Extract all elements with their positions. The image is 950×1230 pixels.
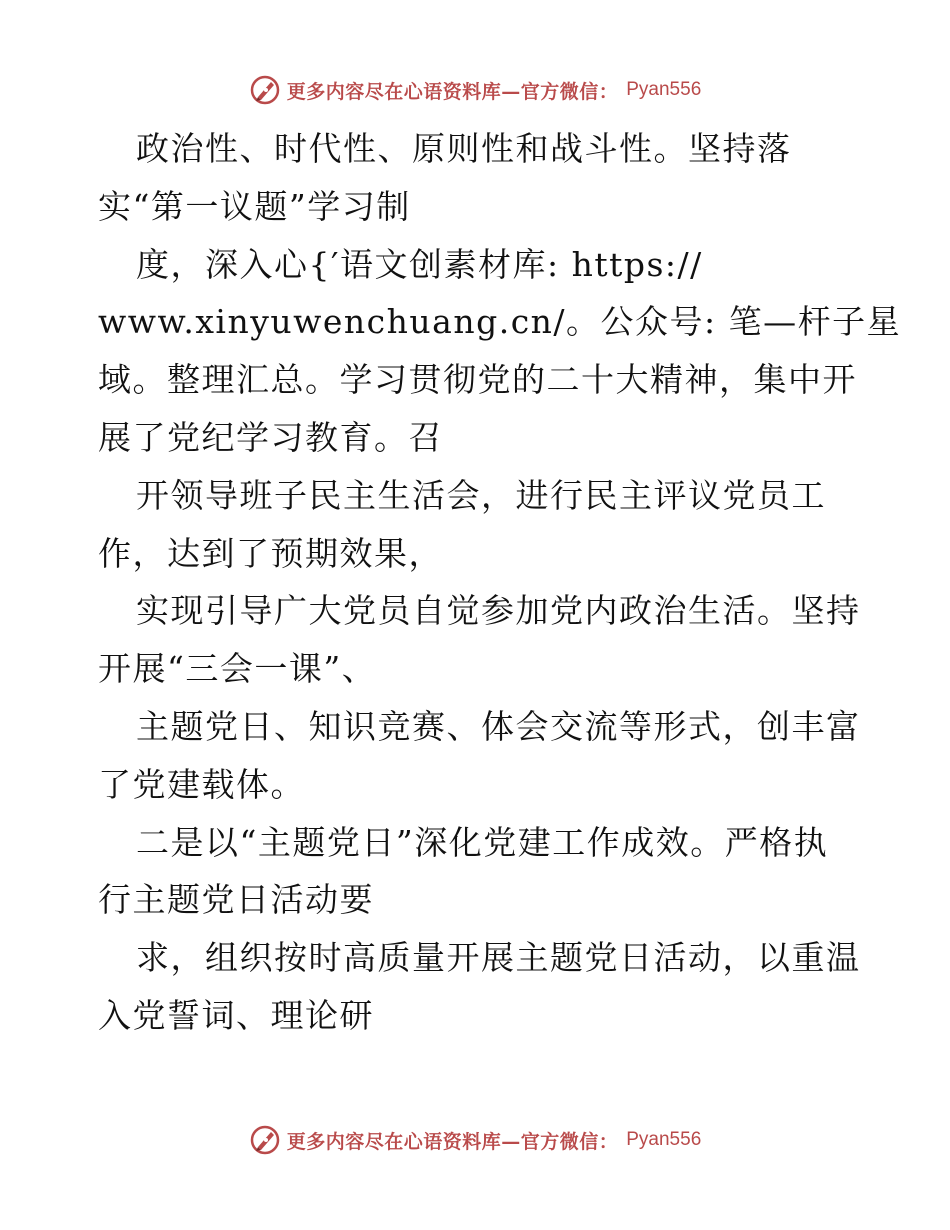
text-line: 二是以“主题党日”深化党建工作成效。严格执	[136, 822, 829, 862]
header-brand-text: 更多内容尽在心语资料库—官方微信：	[286, 80, 619, 103]
document-body	[98, 120, 902, 1045]
text-line: 度，深入心{′语文创素材库: https://	[136, 244, 703, 284]
text-line: 主题党日、知识竞赛、体会交流等形式，创丰富	[136, 706, 861, 746]
page-footer	[0, 1120, 950, 1160]
footer-wechat-handle: Pyan556	[626, 1129, 702, 1150]
text-line: 政治性、时代性、原则性和战斗性。坚持落	[136, 129, 792, 168]
text-line: 域。整理汇总。学习贯彻党的二十大精神，集中开	[98, 360, 857, 400]
text-line: 入党誓词、理论研	[98, 995, 374, 1035]
text-line: 开展“三会一课”、	[98, 649, 377, 689]
text-line: 行主题党日活动要	[98, 880, 374, 920]
text-line: 展了党纪学习教育。召	[98, 417, 443, 457]
text-line: 开领导班子民主生活会，进行民主评议党员工	[136, 475, 826, 515]
header-brand	[249, 74, 702, 106]
text-line: 求，组织按时高质量开展主题党日活动，以重温	[136, 938, 861, 978]
text-line: 了党建载体。	[98, 764, 305, 804]
page-header	[0, 70, 950, 110]
logo-icon	[249, 1124, 281, 1156]
text-line: 实“第一议题”学习制	[98, 186, 411, 226]
footer-brand	[249, 1124, 702, 1156]
header-wechat-handle: Pyan556	[626, 79, 702, 100]
text-line: 实现引导广大党员自觉参加党内政治生活。坚持	[136, 591, 861, 631]
logo-icon	[249, 74, 281, 106]
text-line: www.xinyuwenchuang.cn/。公众号: 笔—杆子星	[98, 302, 902, 342]
footer-brand-text: 更多内容尽在心语资料库—官方微信：	[286, 1130, 619, 1153]
text-line: 作，达到了预期效果，	[98, 533, 443, 573]
